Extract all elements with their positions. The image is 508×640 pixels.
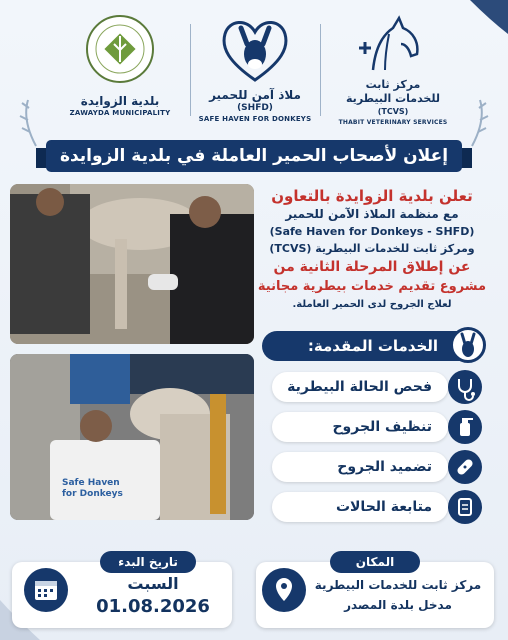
- tcvs-name-en: THABIT VETERINARY SERVICES: [338, 119, 448, 126]
- municipality-logo-block: [60, 14, 180, 118]
- tcvs-name-ar-2: للخدمات البيطرية: [346, 92, 440, 105]
- shfd-abbr: (SHFD): [237, 103, 273, 113]
- vet-bandaging-donkey-photo: [10, 354, 254, 520]
- municipality-name-ar: بلدية الزوايدة: [80, 94, 160, 108]
- municipality-seal-icon: [85, 14, 155, 84]
- municipality-name-en: ZAWAYDA MUNICIPALITY: [69, 109, 171, 117]
- announcement-text: [254, 186, 490, 313]
- photo-illustration: [10, 184, 254, 344]
- vet-treating-donkey-photo: [10, 184, 254, 344]
- service-item: متابعة الحالات: [272, 492, 448, 522]
- stethoscope-icon: [448, 370, 482, 404]
- service-item: تضميد الجروح: [272, 452, 448, 482]
- header-divider: [320, 24, 321, 116]
- announcement-line-3: (Safe Haven for Donkeys - SHFD): [269, 225, 475, 238]
- announcement-line-5: عن إطلاق المرحلة الثانية من: [273, 259, 471, 275]
- shfd-name-en: SAFE HAVEN FOR DONKEYS: [198, 115, 312, 123]
- clipboard-icon: [448, 490, 482, 524]
- spray-bottle-icon: [448, 410, 482, 444]
- start-day: السبت: [127, 574, 179, 593]
- service-item: فحص الحالة البيطرية: [272, 372, 448, 402]
- tcvs-name-ar-1: مركز ثابت: [365, 78, 421, 91]
- badge-line-1: Safe Haven: [62, 478, 120, 488]
- horse-cross-icon: [353, 14, 433, 74]
- location-label: المكان: [330, 551, 420, 573]
- announcement-line-1: تعلن بلدية الزوايدة بالتعاون: [271, 187, 473, 205]
- tcvs-logo-block: [328, 14, 458, 128]
- shfd-name-ar: ملاذ آمن للحمير: [209, 88, 301, 102]
- announcement-line-2: مع منظمة الملاذ الآمن للحمير: [285, 207, 459, 221]
- badge-line-2: for Donkeys: [62, 489, 123, 499]
- start-date-value: 01.08.2026: [96, 596, 210, 617]
- donkey-head-icon: [450, 327, 486, 363]
- announcement-line-6: مشروع تقديم خدمات بيطرية مجانية: [257, 279, 487, 294]
- announcement-line-7: لعلاج الجروح لدى الحمير العاملة.: [292, 299, 452, 310]
- safe-haven-shirt-badge: [62, 478, 152, 500]
- location-line-1: مركز ثابت للخدمات البيطرية: [314, 578, 482, 592]
- announcement-line-4: ومركز ثابت للخدمات البيطرية (TCVS): [269, 242, 475, 255]
- calendar-icon: [24, 568, 68, 612]
- announcement-title: إعلان لأصحاب الحمير العاملة في بلدية الزوايدة: [46, 140, 462, 172]
- location-line-2: مدخل بلدة المصدر: [344, 598, 452, 612]
- shfd-logo-block: [196, 14, 314, 124]
- tcvs-abbr: (TCVS): [377, 107, 409, 116]
- service-item: تنظيف الجروح: [272, 412, 448, 442]
- bandage-icon: [448, 450, 482, 484]
- header-divider: [190, 24, 191, 116]
- donkey-heart-icon: [219, 14, 291, 84]
- services-header: الخدمات المقدمة:: [262, 331, 484, 361]
- start-date-label: تاريخ البدء: [100, 551, 196, 573]
- map-pin-icon: [262, 568, 306, 612]
